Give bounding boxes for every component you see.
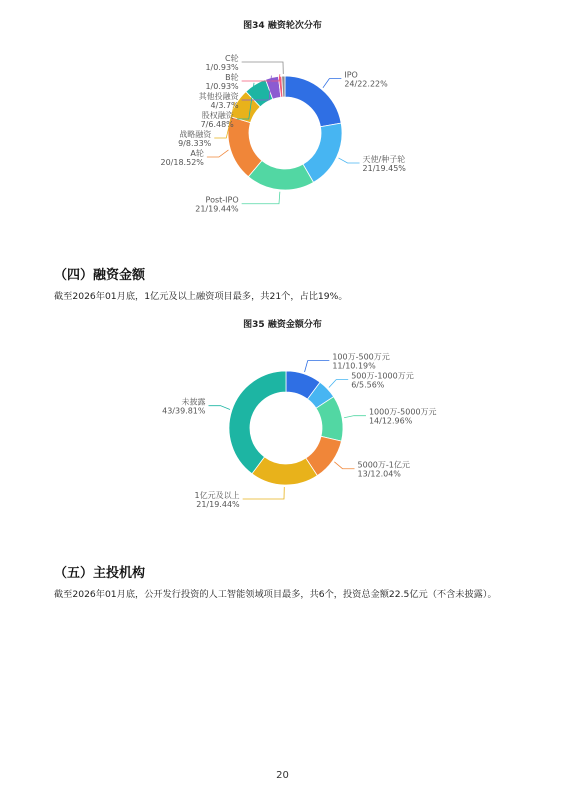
round-label-name-6: 其他投融资: [198, 92, 239, 102]
amount-label-name-1: 500万-1000万元: [351, 371, 414, 381]
amount-label-value-2: 14/12.96%: [368, 416, 413, 426]
round-label-name-1: 天使/种子轮: [362, 155, 406, 165]
amount-label-value-3: 13/12.04%: [357, 469, 401, 479]
round-label-value-2: 21/19.44%: [195, 204, 239, 214]
page-number: 20: [276, 770, 289, 781]
round-label-value-0: 24/22.22%: [344, 79, 388, 89]
figure34-title: 图34 融资轮次分布: [243, 21, 322, 31]
round-label-value-1: 21/19.45%: [362, 164, 406, 174]
round-label-name-0: IPO: [344, 70, 358, 80]
amount-leader-3: [334, 462, 354, 469]
round-leader-2: [242, 192, 280, 204]
amount-leader-0: [305, 361, 330, 372]
amount-label-value-4: 21/19.44%: [196, 499, 240, 509]
amount-label-value-0: 11/10.19%: [332, 361, 376, 371]
round-label-name-3: A轮: [190, 149, 204, 159]
round-slice-0: [285, 76, 341, 127]
round-label-value-8: 1/0.93%: [205, 63, 239, 73]
round-label-value-7: 1/0.93%: [205, 82, 239, 92]
round-label-name-5: 股权融资: [201, 111, 234, 121]
round-label-value-5: 7/6.48%: [200, 120, 234, 130]
funding-round-donut-chart: [0, 40, 565, 220]
round-leader-8: [242, 62, 284, 74]
amount-label-name-4: 1亿元及以上: [194, 490, 240, 500]
round-label-name-4: 战略融资: [179, 130, 212, 140]
round-label-name-7: B轮: [225, 73, 239, 83]
amount-label-value-5: 43/39.81%: [162, 406, 206, 416]
round-leader-0: [323, 79, 341, 88]
amount-label-name-0: 100万-500万元: [332, 352, 390, 362]
amount-label-name-3: 5000万-1亿元: [357, 460, 410, 470]
round-label-value-3: 20/18.52%: [160, 158, 204, 168]
round-label-value-6: 4/3.7%: [210, 101, 239, 111]
round-leader-3: [207, 150, 229, 157]
amount-label-name-2: 1000万-5000万元: [368, 407, 437, 417]
round-label-name-2: Post-IPO: [205, 195, 239, 205]
section4-paragraph: 截至2026年01月底，1亿元及以上融资项目最多，共21个，占比19%。: [54, 291, 348, 302]
amount-label-value-1: 6/5.56%: [351, 380, 385, 390]
round-label-name-8: C轮: [225, 54, 239, 64]
section4-heading: （四）融资金额: [54, 268, 146, 283]
funding-amount-donut-chart: [0, 340, 565, 520]
round-label-value-4: 9/8.33%: [178, 139, 212, 149]
section5-heading: （五）主投机构: [54, 566, 146, 581]
section5-paragraph: 截至2026年01月底，公开发行投资的人工智能领域项目最多，共6个，投资总金额22.5亿元（不含未披露）。: [54, 589, 497, 600]
amount-leader-1: [329, 380, 348, 388]
amount-leader-5: [209, 406, 230, 410]
amount-leader-2: [344, 416, 366, 418]
round-leader-1: [338, 158, 359, 163]
amount-label-name-5: 未披露: [181, 397, 206, 407]
figure35-title: 图35 融资金额分布: [243, 320, 322, 330]
amount-leader-4: [243, 487, 285, 499]
amount-slice-5: [229, 371, 286, 474]
round-slice-1: [303, 123, 342, 182]
